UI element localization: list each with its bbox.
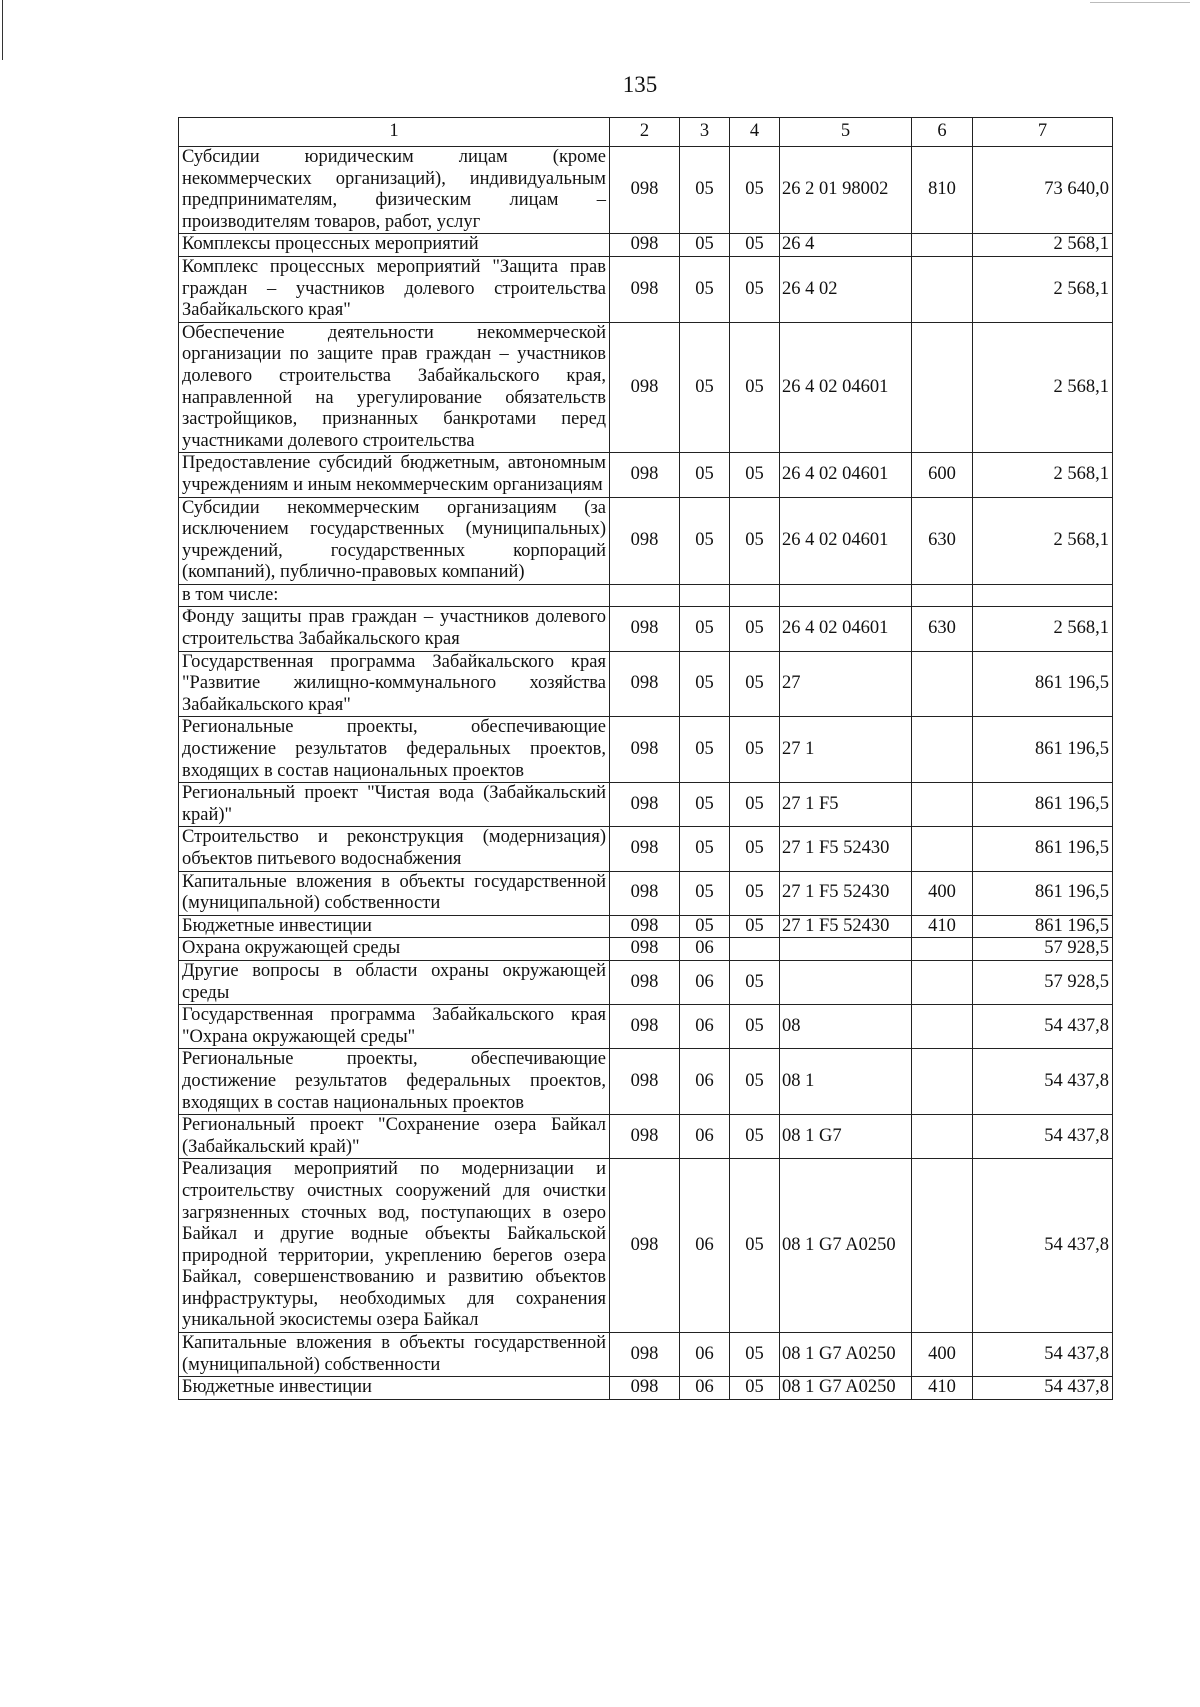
row-expense-type [912, 783, 973, 827]
row-subsection-code: 05 [730, 453, 780, 497]
scan-edge-mark [1090, 2, 1190, 3]
row-expense-type: 410 [912, 915, 973, 938]
row-target-code: 08 1 G7 [780, 1115, 912, 1159]
row-name: Другие вопросы в области охраны окружающей среды [179, 960, 610, 1004]
row-expense-type: 630 [912, 497, 973, 584]
row-section-code: 05 [680, 783, 730, 827]
row-amount: 2 568,1 [973, 256, 1113, 322]
row-subsection-code: 05 [730, 871, 780, 915]
table-row [179, 1333, 1113, 1377]
row-amount: 861 196,5 [973, 871, 1113, 915]
row-name: Субсидии юридическим лицам (кроме некоммерческих организаций), индивидуальным предпринимателям, физическим лицам – производителям товаров, работ, услуг [179, 147, 610, 234]
row-section-code: 06 [680, 1159, 730, 1333]
row-admin-code: 098 [610, 827, 680, 871]
row-section-code: 05 [680, 871, 730, 915]
row-subsection-code: 05 [730, 1159, 780, 1333]
row-admin-code: 098 [610, 915, 680, 938]
row-expense-type [912, 1049, 973, 1115]
table-row [179, 256, 1113, 322]
row-target-code: 08 [780, 1005, 912, 1049]
row-admin-code: 098 [610, 1333, 680, 1377]
row-section-code: 06 [680, 1049, 730, 1115]
table-row [179, 234, 1113, 257]
row-admin-code: 098 [610, 497, 680, 584]
row-name: Фонду защиты прав граждан – участников долевого строительства Забайкальского края [179, 607, 610, 651]
row-section-code: 05 [680, 453, 730, 497]
row-amount: 54 437,8 [973, 1005, 1113, 1049]
row-target-code: 27 1 F5 [780, 783, 912, 827]
column-header: 7 [973, 118, 1113, 147]
row-admin-code: 098 [610, 651, 680, 717]
row-amount: 861 196,5 [973, 915, 1113, 938]
table-row [179, 717, 1113, 783]
row-subsection-code [730, 938, 780, 961]
row-section-code: 05 [680, 234, 730, 257]
row-expense-type [912, 960, 973, 1004]
row-section-code: 06 [680, 1333, 730, 1377]
row-target-code: 08 1 G7 A0250 [780, 1333, 912, 1377]
row-target-code: 27 1 F5 52430 [780, 827, 912, 871]
row-name: Бюджетные инвестиции [179, 1377, 610, 1400]
column-header: 6 [912, 118, 973, 147]
table-row [179, 1159, 1113, 1333]
row-admin-code: 098 [610, 147, 680, 234]
row-target-code: 08 1 [780, 1049, 912, 1115]
row-target-code: 26 4 02 [780, 256, 912, 322]
row-subsection-code [730, 584, 780, 607]
row-admin-code: 098 [610, 1115, 680, 1159]
row-amount: 54 437,8 [973, 1333, 1113, 1377]
row-expense-type [912, 584, 973, 607]
table-row [179, 938, 1113, 961]
row-expense-type [912, 322, 973, 453]
row-expense-type [912, 234, 973, 257]
row-section-code: 05 [680, 322, 730, 453]
row-subsection-code: 05 [730, 717, 780, 783]
row-section-code: 06 [680, 1005, 730, 1049]
row-target-code: 26 4 [780, 234, 912, 257]
row-expense-type: 400 [912, 871, 973, 915]
row-amount: 2 568,1 [973, 453, 1113, 497]
row-expense-type [912, 938, 973, 961]
row-admin-code: 098 [610, 322, 680, 453]
row-name: Региональный проект "Чистая вода (Забайкальский край)" [179, 783, 610, 827]
row-name: Бюджетные инвестиции [179, 915, 610, 938]
row-amount: 54 437,8 [973, 1049, 1113, 1115]
column-header: 3 [680, 118, 730, 147]
row-amount: 54 437,8 [973, 1159, 1113, 1333]
column-header: 5 [780, 118, 912, 147]
table-row [179, 651, 1113, 717]
row-subsection-code: 05 [730, 915, 780, 938]
row-expense-type [912, 1159, 973, 1333]
table-row [179, 1377, 1113, 1400]
table-row [179, 497, 1113, 584]
table-row [179, 915, 1113, 938]
row-subsection-code: 05 [730, 827, 780, 871]
row-name: Предоставление субсидий бюджетным, автономным учреждениям и иным некоммерческим организациям [179, 453, 610, 497]
row-admin-code: 098 [610, 717, 680, 783]
row-name: Капитальные вложения в объекты государственной (муниципальной) собственности [179, 1333, 610, 1377]
scan-edge-mark [2, 0, 3, 60]
row-amount: 861 196,5 [973, 783, 1113, 827]
row-amount: 73 640,0 [973, 147, 1113, 234]
row-admin-code: 098 [610, 453, 680, 497]
row-admin-code: 098 [610, 1377, 680, 1400]
row-expense-type: 400 [912, 1333, 973, 1377]
row-amount: 2 568,1 [973, 607, 1113, 651]
row-amount: 57 928,5 [973, 960, 1113, 1004]
row-admin-code: 098 [610, 871, 680, 915]
row-name: Обеспечение деятельности некоммерческой организации по защите прав граждан – участников долевого строительства Забайкальского края, направленной на урегулирование обязательств застройщиков, признанных банкротами перед участниками долевого строительства [179, 322, 610, 453]
row-subsection-code: 05 [730, 1115, 780, 1159]
row-subsection-code: 05 [730, 1049, 780, 1115]
row-target-code: 27 [780, 651, 912, 717]
row-target-code: 26 4 02 04601 [780, 453, 912, 497]
row-name: Государственная программа Забайкальского края "Охрана окружающей среды" [179, 1005, 610, 1049]
row-amount: 2 568,1 [973, 234, 1113, 257]
page-number: 135 [622, 72, 658, 97]
row-name: Охрана окружающей среды [179, 938, 610, 961]
table-row [179, 584, 1113, 607]
row-admin-code: 098 [610, 607, 680, 651]
row-amount: 57 928,5 [973, 938, 1113, 961]
row-name: Комплекс процессных мероприятий "Защита прав граждан – участников долевого строительства Забайкальского края" [179, 256, 610, 322]
row-name: Региональный проект "Сохранение озера Байкал (Забайкальский край)" [179, 1115, 610, 1159]
table-row [179, 1005, 1113, 1049]
row-subsection-code: 05 [730, 1005, 780, 1049]
row-expense-type: 410 [912, 1377, 973, 1400]
table-row [179, 607, 1113, 651]
row-amount: 2 568,1 [973, 497, 1113, 584]
row-subsection-code: 05 [730, 651, 780, 717]
row-section-code [680, 584, 730, 607]
row-subsection-code: 05 [730, 607, 780, 651]
row-admin-code: 098 [610, 1049, 680, 1115]
row-amount: 54 437,8 [973, 1377, 1113, 1400]
row-section-code: 06 [680, 1377, 730, 1400]
row-expense-type: 810 [912, 147, 973, 234]
table-row [179, 960, 1113, 1004]
row-subsection-code: 05 [730, 960, 780, 1004]
row-name: Реализация мероприятий по модернизации и строительству очистных сооружений для очистки загрязненных сточных вод, поступающих в озеро Байкал и другие водные объекты Байкальской природной территории, укреплению берегов озера Байкал, совершенствованию и развитию объектов инфраструктуры, необходимых для сохранения уникальной экосистемы озера Байкал [179, 1159, 610, 1333]
table-body [179, 147, 1113, 1400]
row-name: Региональные проекты, обеспечивающие достижение результатов федеральных проектов, входящих в состав национальных проектов [179, 717, 610, 783]
table-row [179, 1115, 1113, 1159]
row-target-code: 08 1 G7 A0250 [780, 1377, 912, 1400]
row-target-code: 26 4 02 04601 [780, 607, 912, 651]
row-section-code: 05 [680, 147, 730, 234]
row-name: Комплексы процессных мероприятий [179, 234, 610, 257]
row-subsection-code: 05 [730, 322, 780, 453]
row-subsection-code: 05 [730, 147, 780, 234]
row-section-code: 05 [680, 827, 730, 871]
row-subsection-code: 05 [730, 497, 780, 584]
row-section-code: 06 [680, 1115, 730, 1159]
row-admin-code: 098 [610, 256, 680, 322]
row-name: Капитальные вложения в объекты государственной (муниципальной) собственности [179, 871, 610, 915]
row-target-code: 26 4 02 04601 [780, 322, 912, 453]
row-name: Строительство и реконструкция (модернизация) объектов питьевого водоснабжения [179, 827, 610, 871]
row-expense-type [912, 651, 973, 717]
row-admin-code [610, 584, 680, 607]
row-target-code: 26 4 02 04601 [780, 497, 912, 584]
row-expense-type: 600 [912, 453, 973, 497]
row-expense-type: 630 [912, 607, 973, 651]
row-target-code: 27 1 [780, 717, 912, 783]
row-amount: 861 196,5 [973, 651, 1113, 717]
row-section-code: 05 [680, 915, 730, 938]
row-name: Региональные проекты, обеспечивающие достижение результатов федеральных проектов, входящих в состав национальных проектов [179, 1049, 610, 1115]
row-admin-code: 098 [610, 1005, 680, 1049]
row-target-code: 27 1 F5 52430 [780, 871, 912, 915]
header-row [179, 118, 1113, 147]
row-subsection-code: 05 [730, 1377, 780, 1400]
row-target-code [780, 584, 912, 607]
table-row [179, 453, 1113, 497]
row-name: в том числе: [179, 584, 610, 607]
row-name: Государственная программа Забайкальского края "Развитие жилищно-коммунального хозяйства Забайкальского края" [179, 651, 610, 717]
row-amount: 2 568,1 [973, 322, 1113, 453]
row-amount: 861 196,5 [973, 827, 1113, 871]
column-header: 2 [610, 118, 680, 147]
table-row [179, 147, 1113, 234]
row-section-code: 06 [680, 960, 730, 1004]
row-expense-type [912, 717, 973, 783]
table-row [179, 827, 1113, 871]
row-subsection-code: 05 [730, 256, 780, 322]
row-subsection-code: 05 [730, 234, 780, 257]
row-target-code [780, 938, 912, 961]
table-row [179, 1049, 1113, 1115]
row-subsection-code: 05 [730, 783, 780, 827]
row-name: Субсидии некоммерческим организациям (за исключением государственных (муниципальных) учреждений, государственных корпораций (компаний), публично-правовых компаний) [179, 497, 610, 584]
row-admin-code: 098 [610, 234, 680, 257]
row-target-code: 26 2 01 98002 [780, 147, 912, 234]
row-section-code: 05 [680, 256, 730, 322]
row-admin-code: 098 [610, 783, 680, 827]
row-section-code: 06 [680, 938, 730, 961]
row-section-code: 05 [680, 717, 730, 783]
row-admin-code: 098 [610, 938, 680, 961]
table-row [179, 322, 1113, 453]
row-expense-type [912, 1005, 973, 1049]
row-target-code: 08 1 G7 A0250 [780, 1159, 912, 1333]
budget-table [178, 117, 1113, 1400]
row-target-code: 27 1 F5 52430 [780, 915, 912, 938]
column-header: 4 [730, 118, 780, 147]
row-expense-type [912, 1115, 973, 1159]
table-row [179, 871, 1113, 915]
row-amount: 861 196,5 [973, 717, 1113, 783]
row-admin-code: 098 [610, 960, 680, 1004]
row-expense-type [912, 827, 973, 871]
row-section-code: 05 [680, 497, 730, 584]
row-section-code: 05 [680, 607, 730, 651]
row-admin-code: 098 [610, 1159, 680, 1333]
row-amount [973, 584, 1113, 607]
table-row [179, 783, 1113, 827]
row-expense-type [912, 256, 973, 322]
row-subsection-code: 05 [730, 1333, 780, 1377]
row-amount: 54 437,8 [973, 1115, 1113, 1159]
column-header: 1 [179, 118, 610, 147]
row-section-code: 05 [680, 651, 730, 717]
row-target-code [780, 960, 912, 1004]
